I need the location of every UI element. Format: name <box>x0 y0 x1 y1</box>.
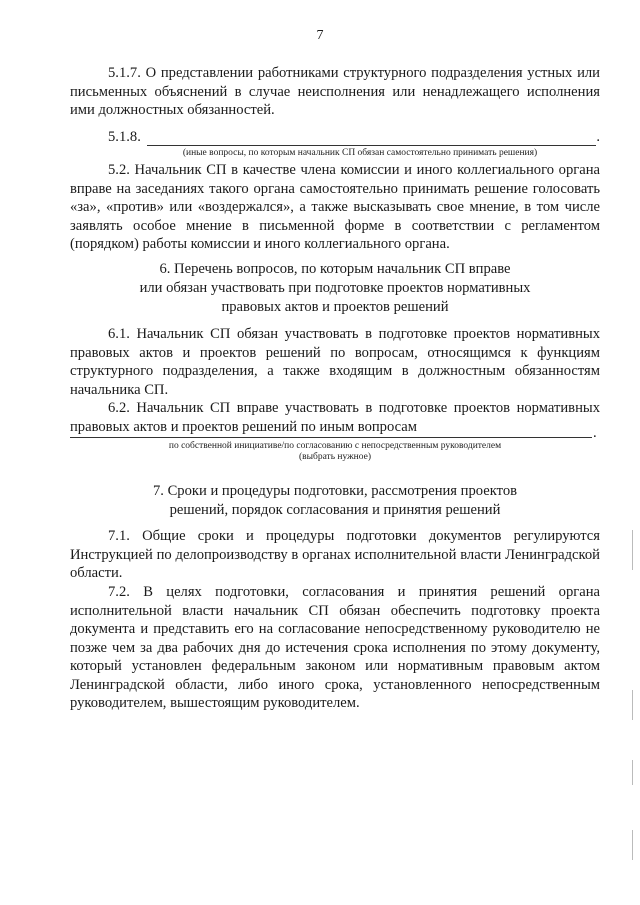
page-number: 7 <box>316 28 324 43</box>
item-6-2-suffix: . <box>593 425 597 441</box>
section-6-heading-line: правовых актов и проектов решений <box>221 299 449 315</box>
paragraph-5-2: 5.2. Начальник СП в качестве члена комиссии и иного коллегиального органа вправе на заседаниях такого органа самостоятельно принимать решение голосовать «за», «против» или «воздержался», а также высказывать свое мнение, в том числе заявлять особое мнение в письменной форме в соответствии с регламентом (порядком) работы комиссии и иного коллегиального органа. <box>70 162 600 252</box>
scan-edge-mark <box>632 830 633 860</box>
scan-edge-mark <box>632 690 633 720</box>
paragraph-7-1: 7.1. Общие сроки и процедуры подготовки документов регулируются Инструкцией по делопроизводству в органах исполнительной власти Ленинградской области. <box>70 528 600 581</box>
section-7-heading-line: 7. Сроки и процедуры подготовки, рассмотрения проектов <box>152 483 518 499</box>
paragraph-5-1-8 <box>70 128 600 146</box>
paragraph-7-2: 7.2. В целях подготовки, согласования и принятия решений органа исполнительной власти начальник СП обязан обеспечить подготовку проекта документа и представить его на согласование непосредственному руководителю не позже чем за два рабочих дня до истечения срока исполнения по этому документу, который установлен федеральным законом или нормативным правовым актом Ленинградской области, либо иного срока, установленного непосредственным руководителем, вышестоящим руководителем. <box>70 584 600 711</box>
paragraph-6-2: 6.2. Начальник СП вправе участвовать в подготовке проектов нормативных правовых актов и проектов решений по иным вопросам <box>70 400 600 435</box>
paragraph-6-1: 6.1. Начальник СП обязан участвовать в подготовке проектов нормативных правовых актов и проектов решений по вопросам, относящимся к функциям структурного подразделения, а также входящим в должностным обязанностям начальника СП. <box>70 326 600 398</box>
section-7-heading-line: решений, порядок согласования и принятия решений <box>169 502 501 518</box>
scan-edge-mark <box>632 530 633 570</box>
caption-6-2-line: по собственной инициативе/по согласованию с непосредственным руководителем <box>168 441 502 451</box>
section-6-heading-line: или обязан участвовать при подготовке проектов нормативных <box>139 280 531 296</box>
section-6-heading <box>70 260 600 317</box>
fill-in-line-5-1-8 <box>147 131 597 146</box>
fill-in-line-6-2 <box>70 437 592 438</box>
section-7-heading <box>70 482 600 520</box>
section-6-heading-line: 6. Перечень вопросов, по которым начальник СП вправе <box>159 261 511 277</box>
item-5-1-8-suffix: . <box>596 129 600 145</box>
paragraph-5-1-7: 5.1.7. О представлении работниками структурного подразделения устных или письменных объяснений в случае неисполнения или ненадлежащего исполнения ими должностных обязанностей. <box>70 65 600 118</box>
caption-6-2-line: (выбрать нужное) <box>298 452 372 462</box>
item-5-1-8-label: 5.1.8. <box>108 129 141 145</box>
caption-5-1-8: (иные вопросы, по которым начальник СП обязан самостоятельно принимать решения) <box>182 148 538 158</box>
caption-6-2 <box>70 441 600 463</box>
scan-edge-mark <box>632 760 633 785</box>
